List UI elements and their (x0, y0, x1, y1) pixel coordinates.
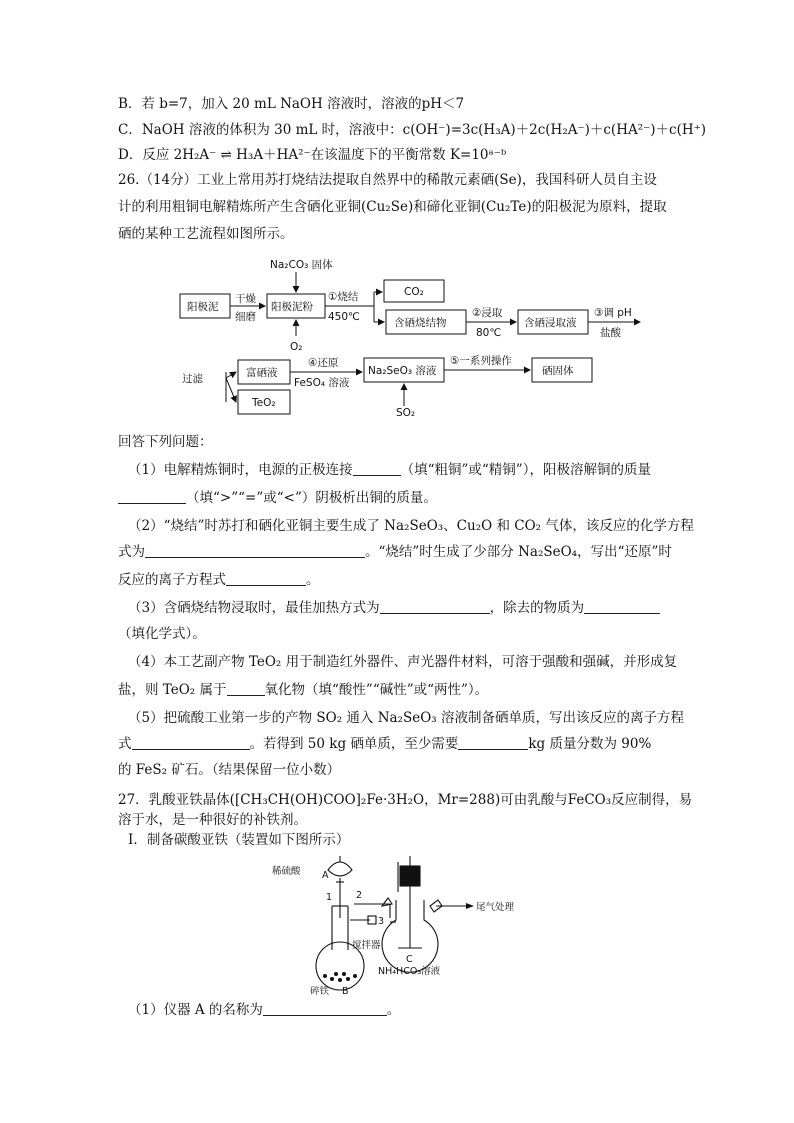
apparatus-label-a: A (322, 870, 329, 881)
q1-line-1: （1）电解精炼铜时，电源的正极连接 （填“粗铜”或“精铜”），阳极溶解铜的质量 (128, 462, 651, 478)
q3-line-1: （3）含硒烧结物浸取时，最佳加热方式为 ，除去的物质为 (128, 598, 660, 618)
apparatus-diagram (270, 848, 520, 996)
q4-line-1: （4）本工艺副产物 TeO₂ 用于制造红外器件、声光器件材料，可溶于强酸和强碱，并形成复 (128, 654, 678, 670)
answer-blank[interactable] (132, 735, 250, 750)
flow-label-450: 450℃ (328, 311, 360, 323)
q26-stem-1: 26.（14分）工业上常用苏打烧结法提取自然界中的稀散元素硒(Se)，我国科研人员自主设 (118, 172, 657, 188)
q26-stem-2: 计的利用粗铜电解精炼所产生含硒化亚铜(Cu₂Se)和碲化亚铜(Cu₂Te)的阳极泥为原料，提取 (118, 199, 667, 215)
q27-stem-2: 溶于水，是一种很好的补铁剂。 (118, 812, 307, 828)
q3-line-2: （填化学式）。 (118, 626, 206, 642)
flow-box-rich-te: 富硒液 (246, 367, 278, 379)
flow-label-dry: 干燥 (235, 293, 256, 305)
option-d: D．反应 2H₂A⁻ ⇌ H₃A＋HA²⁻在该温度下的平衡常数 K=10ᵃ⁻ᵇ (118, 147, 507, 163)
answer-blank[interactable] (227, 681, 265, 696)
q27-line-1: （1）仪器 A 的名称为 。 (128, 1002, 401, 1018)
q4-line-2: 盐，则 TeO₂ 属于 氧化物（填“酸性”“碱性”或“两性”）。 (118, 682, 489, 698)
flow-box-co2: CO₂ (404, 286, 424, 298)
flow-label-na2co3: Na₂CO₃ 固体 (270, 259, 333, 271)
flow-label-hcl: 盐酸 (600, 327, 621, 339)
flow-box-anode-powder: 阳极泥粉 (271, 301, 313, 313)
flow-label-feso4: FeSO₄ 溶液 (294, 377, 350, 389)
apparatus-label-stirrer: 搅拌器 (352, 940, 381, 951)
flow-label-ops: ⑤一系列操作 (450, 355, 512, 367)
apparatus-label-iron: 碎铁 (310, 986, 330, 996)
flow-label-o2: O₂ (290, 341, 303, 353)
flow-label-sinter: ①烧结 (328, 291, 359, 303)
q2-line-1: （2）“烧结”时苏打和硒化亚铜主要生成了 Na₂SeO₃、Cu₂O 和 CO₂ 气体，该反应的化学方程 (128, 518, 694, 534)
answer-blank[interactable] (353, 461, 401, 476)
apparatus-label-2: 2 (356, 890, 363, 901)
apparatus-label-3: 3 (378, 916, 385, 927)
flow-label-filter: 过滤 (182, 373, 203, 385)
apparatus-label-tail: 尾气处理 (476, 902, 515, 913)
q5-line-1: （5）把硫酸工业第一步的产物 SO₂ 通入 Na₂SeO₃ 溶液制备硒单质，写出该反应的离子方程 (128, 710, 684, 726)
flow-box-se-solid: 硒固体 (542, 365, 574, 377)
flow-label-80: 80℃ (476, 327, 502, 339)
flow-label-grind: 细磨 (235, 311, 256, 323)
q5-line-3: 的 FeS₂ 矿石。（结果保留一位小数） (118, 762, 341, 778)
answer-blank[interactable] (458, 735, 528, 750)
q26-stem-3: 硒的某种工艺流程如图所示。 (118, 226, 294, 242)
flow-label-leach: ②浸取 (472, 307, 503, 319)
q2-line-2: 式为 。“烧结”时生成了少部分 Na₂SeO₄，写出“还原”时 (118, 544, 672, 560)
answer-blank[interactable] (584, 599, 660, 614)
apparatus-label-1: 1 (326, 892, 333, 903)
option-b: B．若 b=7，加入 20 mL NaOH 溶液时，溶液的pH＜7 (118, 96, 465, 112)
option-c: C．NaOH 溶液的体积为 30 mL 时，溶液中：c(OH⁻)=3c(H₃A)＋2c(H₂A⁻)＋c(HA²⁻)＋c(H⁺) (118, 122, 707, 138)
flow-label-so2: SO₂ (396, 407, 416, 418)
flow-box-anode-mud: 阳极泥 (187, 301, 219, 313)
q2-line-3: 反应的离子方程式 。 (118, 572, 320, 588)
q27-stem-1: 27．乳酸亚铁晶体([CH₃CH(OH)COO]₂Fe·3H₂O，Mr=288)可由乳酸与FeCO₃反应制得，易 (118, 792, 693, 808)
q1-line-2: （填“>”“=”或“<”）阴极析出铜的质量。 (118, 488, 437, 508)
answer-blank[interactable] (226, 571, 306, 586)
apparatus-label-nh4hco3: NH₄HCO₃溶液 (378, 966, 441, 977)
q27-part-1: Ⅰ．制备碳酸亚铁（装置如下图所示） (128, 832, 350, 848)
answer-blank[interactable] (145, 543, 365, 558)
answer-intro: 回答下列问题： (118, 434, 213, 450)
flow-box-leachate: 含硒浸取液 (524, 317, 577, 329)
flow-box-na2seo3: Na₂SeO₃ 溶液 (368, 365, 437, 377)
flow-box-teo2: TeO₂ (252, 397, 276, 409)
flow-label-reduce: ④还原 (308, 357, 339, 369)
answer-blank[interactable] (118, 489, 186, 504)
flow-box-sintered: 含硒烧结物 (394, 317, 447, 329)
answer-blank[interactable] (380, 599, 490, 614)
apparatus-label-c: C (406, 954, 413, 965)
q5-line-2: 式 。若得到 50 kg 硒单质，至少需要 kg 质量分数为 90% (118, 736, 652, 752)
apparatus-label-acid: 稀硫酸 (272, 866, 301, 877)
answer-blank[interactable] (263, 1001, 387, 1016)
apparatus-label-b: B (342, 986, 349, 996)
process-flow-diagram (178, 258, 658, 418)
flow-label-ph: ③调 pH (594, 307, 632, 319)
